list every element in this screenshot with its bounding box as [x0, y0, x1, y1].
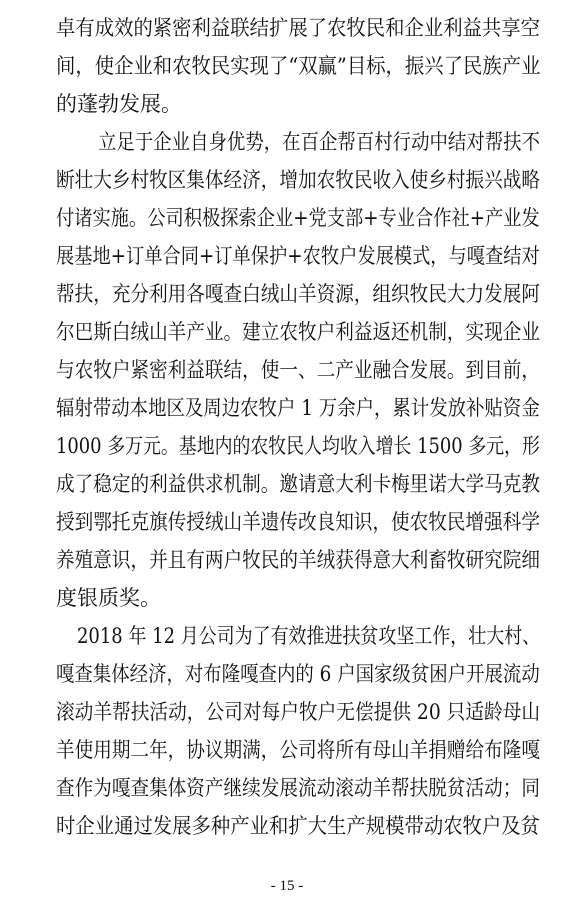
- paragraph-2-line-3: 付诸实施。公司积极探索企业+党支部+专业合作社+产业发: [56, 206, 540, 230]
- paragraph-2-line-4: 展基地+订单合同+订单保护+农牧户发展模式，与嘎查结对: [56, 244, 540, 268]
- page-number: - 15 -: [270, 878, 304, 894]
- paragraph-3-line-5: 查作为嘎查集体资产继续发展流动滚动羊帮扶脱贫活动；同: [56, 776, 540, 800]
- paragraph-2-line-13: 度银质奖。: [56, 586, 161, 610]
- paragraph-1-line-3: 的蓬勃发展。: [56, 92, 182, 116]
- paragraph-2-line-5: 帮扶，充分利用各嘎查白绒山羊资源，组织牧民大力发展阿: [56, 282, 540, 306]
- paragraph-2-line-2: 断壮大乡村牧区集体经济，增加农牧民收入使乡村振兴战略: [56, 168, 540, 192]
- paragraph-2-line-7: 与农牧户紧密利益联结，使一、二产业融合发展。到目前，: [56, 358, 540, 382]
- paragraph-3-line-6: 时企业通过发展多种产业和扩大生产规模带动农牧户及贫: [56, 814, 540, 838]
- paragraph-2-line-11: 授到鄂托克旗传授绒山羊遗传改良知识，使农牧民增强科学: [56, 510, 540, 534]
- paragraph-2-line-9: 1000 多万元。基地内的农牧民人均收入增长 1500 多元，形: [56, 434, 540, 458]
- paragraph-3-line-1: 2018 年 12 月公司为了有效推进扶贫攻坚工作，壮大村、: [77, 624, 541, 648]
- paragraph-3-line-4: 羊使用期二年，协议期满，公司将所有母山羊捐赠给布隆嘎: [56, 738, 540, 762]
- paragraph-2-line-8: 辐射带动本地区及周边农牧户 1 万余户，累计发放补贴资金: [56, 396, 540, 420]
- paragraph-2-line-12: 养殖意识，并且有两户牧民的羊绒获得意大利畜牧研究院细: [56, 548, 540, 572]
- paragraph-1-line-2: 间，使企业和农牧民实现了“双赢”目标，振兴了民族产业: [56, 54, 541, 78]
- paragraph-1-line-1: 卓有成效的紧密利益联结扩展了农牧民和企业利益共享空: [56, 16, 540, 40]
- paragraph-3-line-2: 嘎查集体经济，对布隆嘎查内的 6 户国家级贫困户开展流动: [56, 662, 540, 686]
- paragraph-2-line-10: 成了稳定的利益供求机制。邀请意大利卡梅里诺大学马克教: [56, 472, 540, 496]
- paragraph-2-line-1: 立足于企业自身优势，在百企帮百村行动中结对帮扶不: [98, 130, 541, 154]
- paragraph-3-line-3: 滚动羊帮扶活动，公司对每户牧户无偿提供 20 只适龄母山: [56, 700, 541, 724]
- paragraph-2-line-6: 尔巴斯白绒山羊产业。建立农牧户利益返还机制，实现企业: [56, 320, 540, 344]
